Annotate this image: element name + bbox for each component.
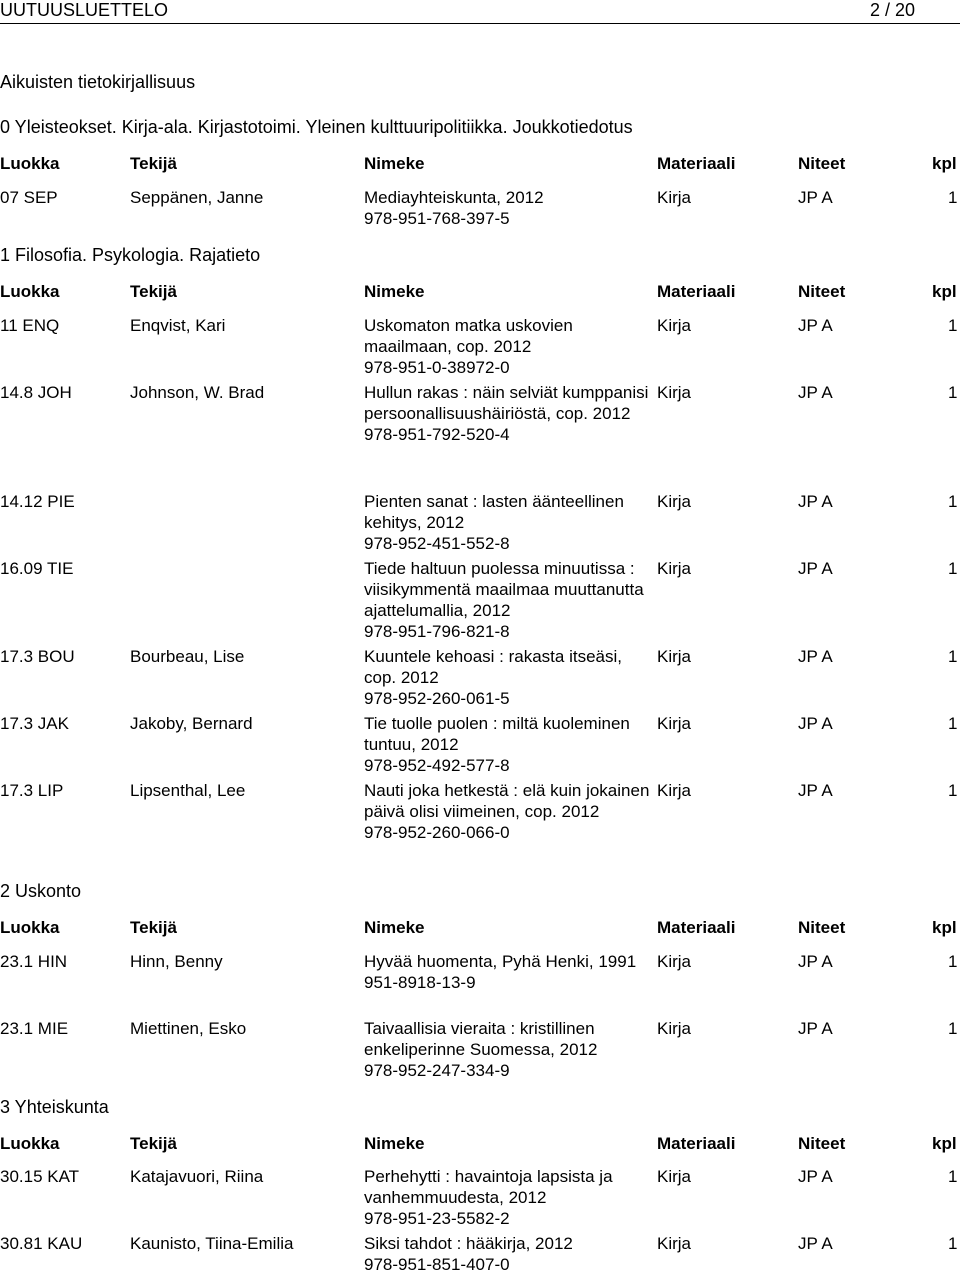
column-header-materiaali: Materiaali — [657, 154, 736, 173]
column-header-nimeke: Nimeke — [364, 1134, 425, 1153]
title-text: Uskomaton matka uskovien maailmaan, cop. 2012 — [364, 316, 573, 356]
title-text: Kuuntele kehoasi : rakasta itseäsi, cop. 2012 — [364, 647, 622, 687]
luokka-cell: 30.15 KAT — [0, 1167, 80, 1186]
nimeke-cell — [364, 1233, 654, 1275]
section-heading: 3 Yhteiskunta — [0, 1097, 109, 1117]
kpl-cell: 1 — [948, 492, 958, 511]
nimeke-cell — [364, 951, 654, 993]
column-header-row — [0, 917, 960, 938]
luokka-cell: 23.1 HIN — [0, 952, 68, 971]
tekija-cell: Miettinen, Esko — [130, 1019, 247, 1038]
title-text: Tie tuolle puolen : miltä kuoleminen tuntuu, 2012 — [364, 714, 630, 754]
nimeke-cell — [364, 382, 654, 445]
isbn-text: 978-952-260-061-5 — [364, 689, 510, 708]
column-header-niteet: Niteet — [798, 154, 846, 173]
isbn-text: 978-951-792-520-4 — [364, 425, 510, 444]
title-text: Tiede haltuun puolessa minuutissa : viisikymmentä maailmaa muuttanutta ajattelumallia, 2012 — [364, 559, 644, 620]
column-header-row — [0, 153, 960, 174]
luokka-cell: 11 ENQ — [0, 316, 60, 335]
niteet-cell: JP A — [798, 1234, 833, 1253]
column-header-niteet: Niteet — [798, 1134, 846, 1153]
header-divider — [0, 23, 960, 24]
title-text: Perhehytti : havaintoja lapsista ja vanhemmuudesta, 2012 — [364, 1167, 613, 1207]
kpl-cell: 1 — [948, 1234, 958, 1253]
tekija-cell: Hinn, Benny — [130, 952, 223, 971]
niteet-cell: JP A — [798, 492, 833, 511]
kpl-cell: 1 — [948, 1167, 958, 1186]
page-number: 2 / 20 — [870, 0, 916, 20]
nimeke-cell — [364, 558, 654, 642]
column-header-kpl: kpl — [932, 154, 957, 173]
luokka-cell: 14.12 PIE — [0, 492, 75, 511]
materiaali-cell: Kirja — [657, 952, 692, 971]
kpl-cell: 1 — [948, 559, 958, 578]
materiaali-cell: Kirja — [657, 559, 692, 578]
isbn-text: 978-951-23-5582-2 — [364, 1209, 510, 1228]
page-header — [0, 0, 960, 24]
nimeke-cell — [364, 187, 654, 229]
column-header-niteet: Niteet — [798, 282, 846, 301]
isbn-text: 978-951-796-821-8 — [364, 622, 510, 641]
kpl-cell: 1 — [948, 383, 958, 402]
kpl-cell: 1 — [948, 1019, 958, 1038]
column-header-nimeke: Nimeke — [364, 282, 425, 301]
niteet-cell: JP A — [798, 316, 833, 335]
kpl-cell: 1 — [948, 188, 958, 207]
luokka-cell: 23.1 MIE — [0, 1019, 69, 1038]
tekija-cell: Bourbeau, Lise — [130, 647, 245, 666]
main-heading: Aikuisten tietokirjallisuus — [0, 72, 196, 92]
niteet-cell: JP A — [798, 781, 833, 800]
materiaali-cell: Kirja — [657, 316, 692, 335]
section-heading: 0 Yleisteokset. Kirja-ala. Kirjastotoimi. Yleinen kulttuuripolitiikka. Joukkotiedotus — [0, 117, 633, 137]
luokka-cell: 30.81 KAU — [0, 1234, 83, 1253]
isbn-text: 978-952-451-552-8 — [364, 534, 510, 553]
column-header-materiaali: Materiaali — [657, 282, 736, 301]
column-header-kpl: kpl — [932, 282, 957, 301]
title-text: Hyvää huomenta, Pyhä Henki, 1991 — [364, 952, 637, 971]
luokka-cell: 14.8 JOH — [0, 383, 72, 402]
materiaali-cell: Kirja — [657, 714, 692, 733]
kpl-cell: 1 — [948, 781, 958, 800]
column-header-luokka: Luokka — [0, 1134, 60, 1153]
nimeke-cell — [364, 1018, 654, 1081]
luokka-cell: 07 SEP — [0, 188, 58, 207]
nimeke-cell — [364, 491, 654, 554]
section-heading: 1 Filosofia. Psykologia. Rajatieto — [0, 245, 261, 265]
title-text: Mediayhteiskunta, 2012 — [364, 188, 544, 207]
isbn-text: 978-951-0-38972-0 — [364, 358, 510, 377]
column-header-materiaali: Materiaali — [657, 1134, 736, 1153]
isbn-text: 978-952-247-334-9 — [364, 1061, 510, 1080]
nimeke-cell — [364, 646, 654, 709]
column-header-tekija: Tekijä — [130, 282, 177, 301]
tekija-cell: Lipsenthal, Lee — [130, 781, 246, 800]
isbn-text: 978-952-492-577-8 — [364, 756, 510, 775]
kpl-cell: 1 — [948, 714, 958, 733]
column-header-row — [0, 1133, 960, 1154]
column-header-luokka: Luokka — [0, 282, 60, 301]
isbn-text: 978-952-260-066-0 — [364, 823, 510, 842]
luokka-cell: 17.3 JAK — [0, 714, 69, 733]
materiaali-cell: Kirja — [657, 781, 692, 800]
materiaali-cell: Kirja — [657, 492, 692, 511]
isbn-text: 978-951-768-397-5 — [364, 209, 510, 228]
title-text: Hullun rakas : näin selviät kumppanisi persoonallisuushäiriöstä, cop. 2012 — [364, 383, 649, 423]
section-heading: 2 Uskonto — [0, 881, 82, 901]
niteet-cell: JP A — [798, 383, 833, 402]
niteet-cell: JP A — [798, 1167, 833, 1186]
column-header-kpl: kpl — [932, 1134, 957, 1153]
materiaali-cell: Kirja — [657, 383, 692, 402]
tekija-cell: Katajavuori, Riina — [130, 1167, 264, 1186]
nimeke-cell — [364, 315, 654, 378]
column-header-tekija: Tekijä — [130, 1134, 177, 1153]
luokka-cell: 17.3 LIP — [0, 781, 64, 800]
materiaali-cell: Kirja — [657, 1019, 692, 1038]
title-text: Taivaallisia vieraita : kristillinen enkeliperinne Suomessa, 2012 — [364, 1019, 598, 1059]
niteet-cell: JP A — [798, 188, 833, 207]
tekija-cell: Kaunisto, Tiina-Emilia — [130, 1234, 294, 1253]
kpl-cell: 1 — [948, 647, 958, 666]
tekija-cell: Johnson, W. Brad — [130, 383, 265, 402]
niteet-cell: JP A — [798, 952, 833, 971]
title-text: Siksi tahdot : hääkirja, 2012 — [364, 1234, 573, 1253]
column-header-kpl: kpl — [932, 918, 957, 937]
nimeke-cell — [364, 780, 654, 843]
document-title: UUTUUSLUETTELO — [0, 0, 169, 20]
niteet-cell: JP A — [798, 647, 833, 666]
kpl-cell: 1 — [948, 316, 958, 335]
tekija-cell: Seppänen, Janne — [130, 188, 264, 207]
nimeke-cell — [364, 713, 654, 776]
tekija-cell: Enqvist, Kari — [130, 316, 226, 335]
column-header-luokka: Luokka — [0, 918, 60, 937]
column-header-luokka: Luokka — [0, 154, 60, 173]
materiaali-cell: Kirja — [657, 188, 692, 207]
column-header-niteet: Niteet — [798, 918, 846, 937]
luokka-cell: 17.3 BOU — [0, 647, 75, 666]
tekija-cell: Jakoby, Bernard — [130, 714, 253, 733]
column-header-nimeke: Nimeke — [364, 918, 425, 937]
column-header-tekija: Tekijä — [130, 918, 177, 937]
title-text: Pienten sanat : lasten äänteellinen kehitys, 2012 — [364, 492, 624, 532]
column-header-materiaali: Materiaali — [657, 918, 736, 937]
column-header-row — [0, 281, 960, 302]
materiaali-cell: Kirja — [657, 1234, 692, 1253]
materiaali-cell: Kirja — [657, 1167, 692, 1186]
title-text: Nauti joka hetkestä : elä kuin jokainen päivä olisi viimeinen, cop. 2012 — [364, 781, 650, 821]
luokka-cell: 16.09 TIE — [0, 559, 74, 578]
niteet-cell: JP A — [798, 1019, 833, 1038]
nimeke-cell — [364, 1166, 654, 1229]
niteet-cell: JP A — [798, 714, 833, 733]
column-header-tekija: Tekijä — [130, 154, 177, 173]
isbn-text: 978-951-851-407-0 — [364, 1255, 510, 1274]
column-header-nimeke: Nimeke — [364, 154, 425, 173]
niteet-cell: JP A — [798, 559, 833, 578]
materiaali-cell: Kirja — [657, 647, 692, 666]
kpl-cell: 1 — [948, 952, 958, 971]
isbn-text: 951-8918-13-9 — [364, 973, 476, 992]
